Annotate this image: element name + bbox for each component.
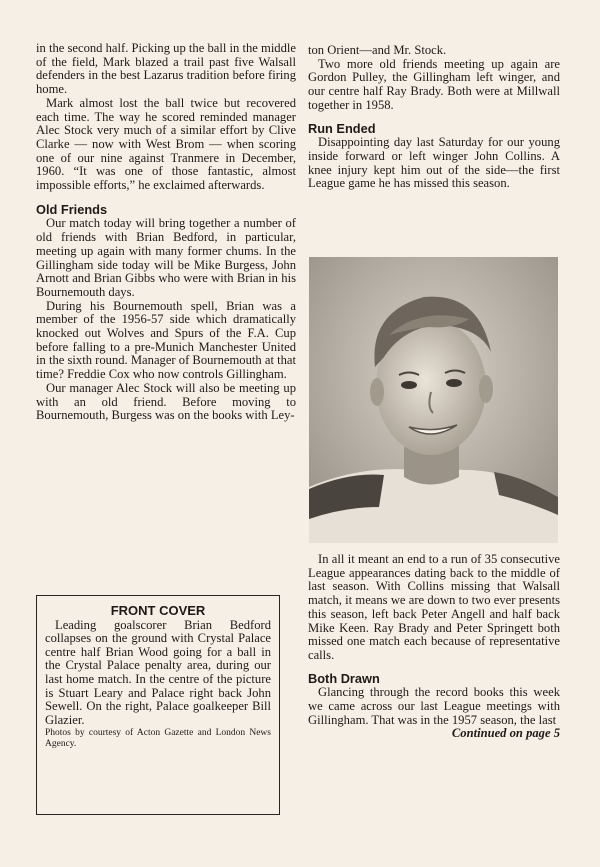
article-paragraph: in the second half. Picking up the ball in the middle of the field, Mark blazed a trail past five Walsall defenders in the best Lazarus tradition before firing home.	[36, 41, 296, 97]
player-portrait-photo	[309, 257, 558, 543]
front-cover-title: FRONT COVER	[110, 603, 206, 618]
front-cover-text: Leading goalscorer Brian Bedford collapses on the ground with Crystal Palace centre half Brian Wood going for a ball in the Crystal Palace penalty area, during our last home match. In the centre of the picture is Stuart Leary and Palace right back John Sewell. On the right, Palace goalkeeper Bill Glazier.	[45, 617, 271, 727]
article-paragraph: Our match today will bring together a number of old friends with Brian Bedford, in particular, meeting up again with many former chums. In the Gillingham side today will be Mike Burgess, John Arnott and Brian Gibbs who were with Brian in his Bournemouth days.	[36, 216, 296, 299]
photo-credits: Photos by courtesy of Acton Gazette and London News Agency.	[45, 728, 271, 750]
right-column-top	[308, 44, 560, 191]
article-paragraph: Glancing through the record books this week we came across our last League meetings with Gillingham. That was in the 1957 season, the last	[308, 685, 560, 727]
article-paragraph: In all it meant an end to a run of 35 consecutive League appearances dating back to the middle of last season. With Collins missing that Walsall match, it means we are down to two ever presents this season, left back Peter Angell and half back Mike Keen. Ray Brady and Peter Springett both missed one match each because of representative calls.	[308, 552, 560, 662]
front-cover-box	[36, 595, 280, 815]
continued-note: Continued on page 5	[451, 726, 560, 741]
article-paragraph: Disappointing day last Saturday for our young inside forward or left winger John Collins. A knee injury kept him out of the side—the first League game he has missed this season.	[308, 135, 560, 191]
article-paragraph: Mark almost lost the ball twice but recovered each time. The way he scored reminded manager Alec Stock very much of a similar effort by Clive Clarke — now with West Brom — when scoring one of our nine against Tranmere in December, 1960. “It was one of those fantastic, almost impossible efforts,” he exclaimed afterwards.	[36, 95, 296, 193]
portrait-image	[309, 257, 558, 543]
section-heading-run-ended: Run Ended	[308, 120, 376, 136]
article-paragraph: Our manager Alec Stock will also be meeting up with an old friend. Before moving to Bournemouth, Burgess was on the books with Ley-	[36, 380, 296, 423]
article-paragraph: During his Bournemouth spell, Brian was a member of the 1956-57 side which dramatically knocked out Wolves and Spurs of the F.A. Cup before falling to a pre-Munich Manchester United in the sixth round. Manager of Bournemouth at that time? Freddie Cox who now controls Gillingham.	[36, 298, 296, 382]
left-column	[36, 42, 296, 423]
article-paragraph: Two more old friends meeting up again are Gordon Pulley, the Gillingham left winger, and our centre half Ray Brady. Both were at Millwall together in 1958.	[308, 56, 560, 112]
section-heading-both-drawn: Both Drawn	[308, 670, 380, 686]
right-column-bottom	[308, 553, 560, 741]
article-paragraph: ton Orient—and Mr. Stock.	[308, 43, 447, 57]
section-heading-old-friends: Old Friends	[36, 201, 108, 217]
